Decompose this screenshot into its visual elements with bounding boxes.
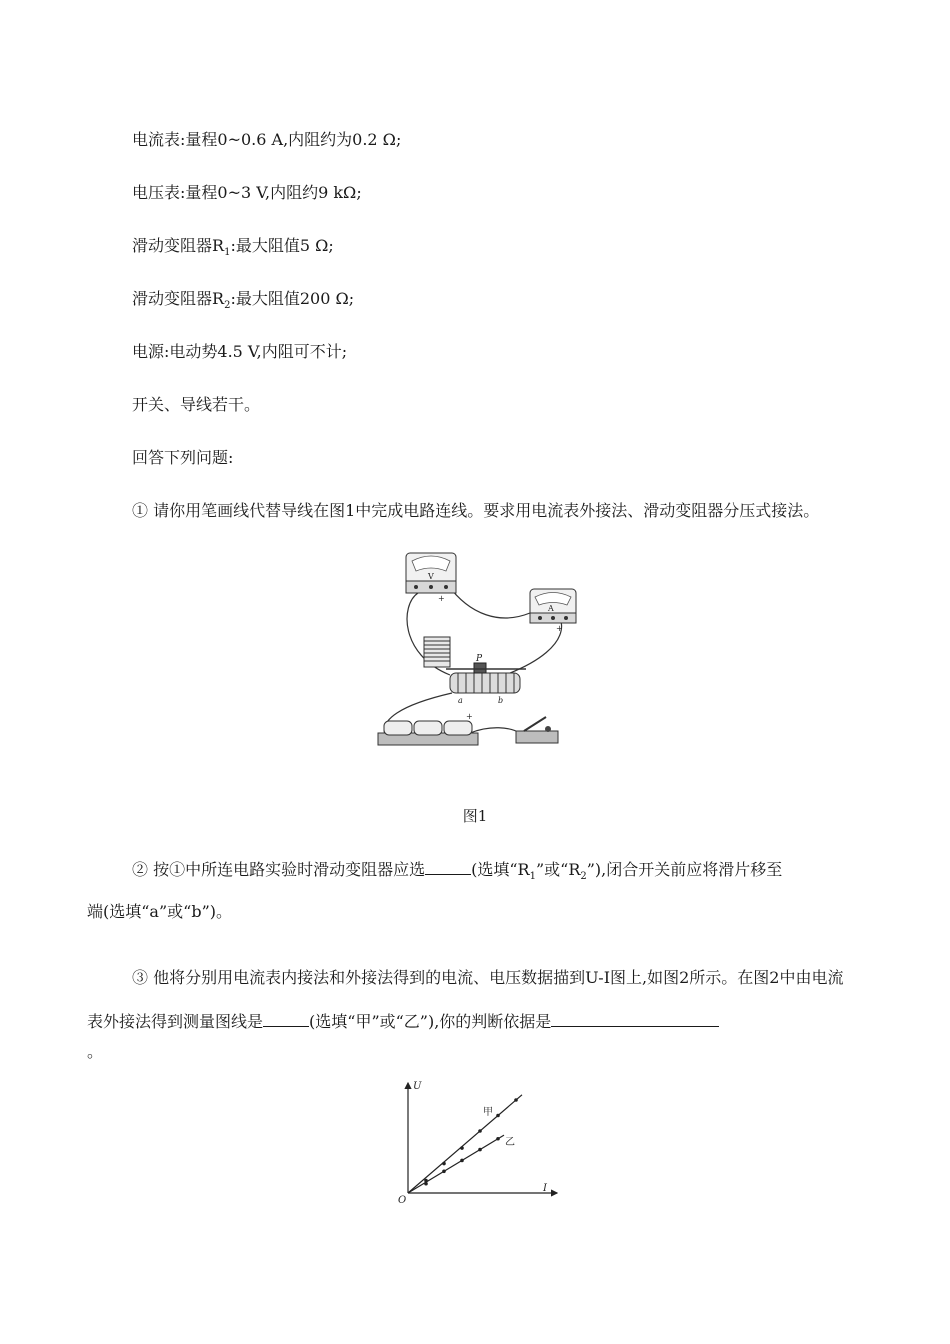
- voltmeter-label: V: [428, 572, 434, 581]
- knife-switch: [516, 717, 558, 743]
- wire-ammeter-right: [510, 617, 562, 673]
- rheostat1-spec: [132, 236, 334, 263]
- figure-1-circuit: [370, 545, 590, 760]
- point-jia: [514, 1098, 518, 1102]
- question-2: [87, 858, 857, 887]
- slider-label-p: P: [476, 654, 483, 664]
- power-source-spec: 电源:电动势4.5 V,内阻可不计;: [132, 342, 348, 361]
- ammeter-plus-label: +: [556, 624, 563, 633]
- point-yi: [478, 1148, 482, 1152]
- q2-sub-2: 2: [580, 871, 587, 883]
- q2-sub-1: 1: [529, 871, 536, 883]
- u-axis-label: U: [413, 1081, 422, 1092]
- point-jia: [424, 1179, 428, 1183]
- line-yi: [408, 1135, 504, 1193]
- origin-label: O: [398, 1195, 407, 1206]
- q2-text-4: ”),闭合开关前应将滑片移至: [586, 860, 783, 879]
- ammeter-spec: 电流表:量程0~0.6 A,内阻约为0.2 Ω;: [132, 130, 402, 149]
- figure-2-ui-chart: [385, 1075, 565, 1210]
- question-1: ① 请你用笔画线代替导线在图1中完成电路连线。要求用电流表外接法、滑动变阻器分压式接法。: [132, 501, 820, 520]
- battery-plus-label: +: [466, 712, 473, 721]
- answer-prompt: 回答下列问题:: [132, 448, 234, 467]
- rheostat2-suffix: :最大阻值200 Ω;: [230, 289, 355, 308]
- question-3: [87, 956, 857, 1044]
- rheostat1-prefix: 滑动变阻器R: [132, 236, 225, 255]
- ammeter-label: A: [548, 604, 554, 613]
- rheostat1-suffix: :最大阻值5 Ω;: [230, 236, 334, 255]
- point-jia: [496, 1114, 500, 1118]
- q3-blank-line[interactable]: [263, 1010, 309, 1027]
- voltmeter-spec: 电压表:量程0~3 V,内阻约9 kΩ;: [132, 183, 362, 202]
- point-jia: [460, 1146, 464, 1150]
- q2-text-3: ”或“R: [535, 860, 581, 879]
- question-2-cont: 端(选填“a”或“b”)。: [87, 902, 232, 921]
- point-yi: [460, 1159, 464, 1163]
- point-jia: [478, 1129, 482, 1133]
- end-label-b: b: [498, 696, 504, 705]
- switch-wires-spec: 开关、导线若干。: [132, 395, 261, 414]
- rheostat2-spec: [132, 289, 354, 316]
- point-yi: [496, 1137, 500, 1141]
- end-label-a: a: [458, 696, 463, 705]
- wire-voltmeter-ammeter: [448, 585, 530, 618]
- rheostat2-subscript: 2: [224, 300, 231, 312]
- sliding-rheostat: [446, 663, 526, 693]
- label-jia: 甲: [483, 1107, 493, 1118]
- label-yi: 乙: [505, 1137, 515, 1148]
- resistor-coil: [424, 637, 450, 667]
- figure-1-caption: 图1: [462, 807, 488, 825]
- q3-text-2: (选填“甲”或“乙”),你的判断依据是: [309, 1012, 552, 1031]
- question-3-end: 。: [87, 1042, 104, 1061]
- rheostat2-prefix: 滑动变阻器R: [132, 289, 225, 308]
- q2-blank-rheostat[interactable]: [425, 858, 471, 875]
- q3-blank-reason[interactable]: [551, 1010, 719, 1027]
- q2-text-2: (选填“R: [471, 860, 530, 879]
- point-jia: [442, 1162, 446, 1166]
- wire-battery-switch: [470, 728, 520, 733]
- rheostat1-subscript: 1: [224, 247, 231, 259]
- voltmeter-plus-label: +: [438, 594, 445, 603]
- q2-text-1: ② 按①中所连电路实验时滑动变阻器应选: [132, 860, 426, 879]
- point-yi: [442, 1170, 446, 1174]
- point-yi: [424, 1182, 428, 1186]
- battery-pack: [378, 721, 478, 745]
- q3-text-1: ③ 他将分别用电流表内接法和外接法得到的电流、电压数据描到U-I图上,如图2所示。在图2中由电流表外接法得到测量图线是: [87, 968, 844, 1031]
- i-axis-label: I: [543, 1183, 547, 1194]
